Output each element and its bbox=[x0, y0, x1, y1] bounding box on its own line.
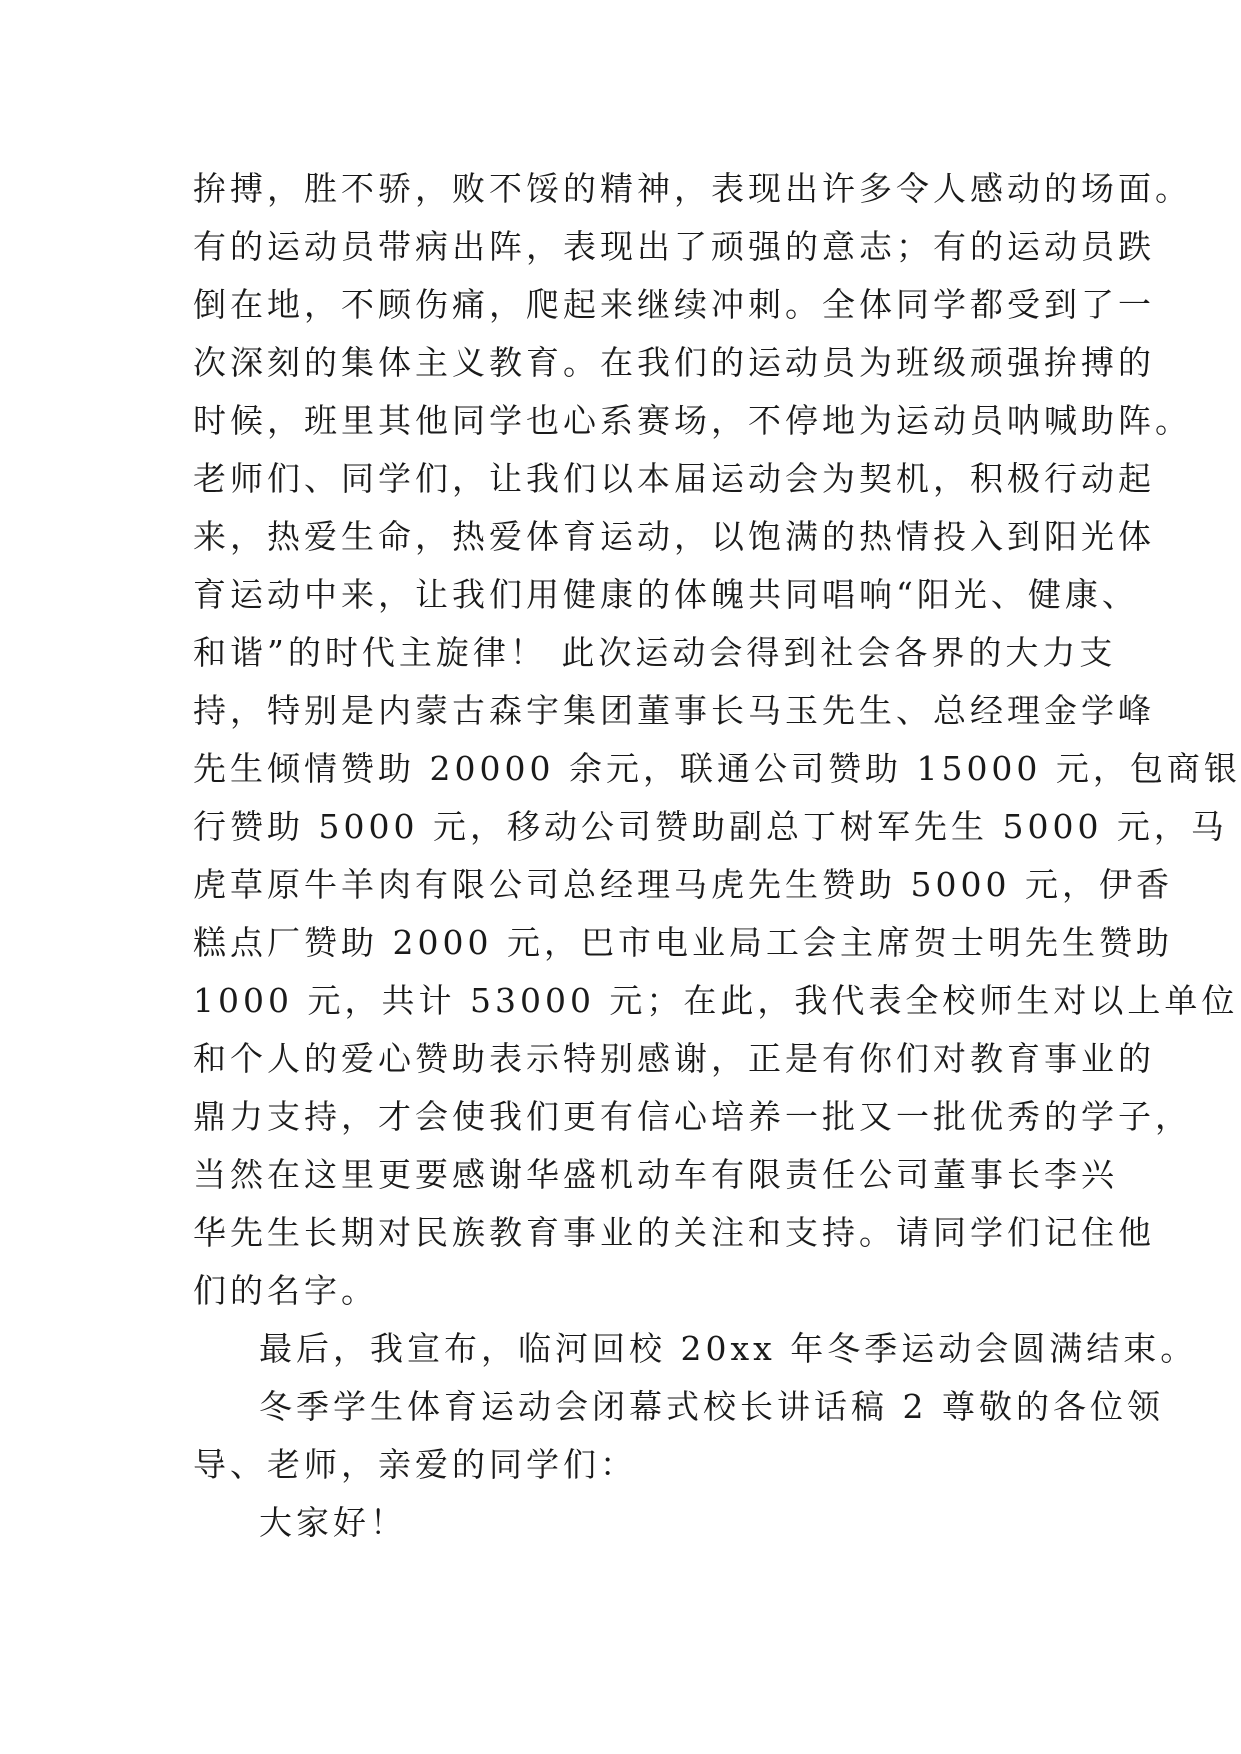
text-line: 1000 元，共计 53000 元；在此，我代表全校师生对以上单位 bbox=[193, 981, 1239, 1020]
text-line: 当然在这里更要感谢华盛机动车有限责任公司董事长李兴 bbox=[193, 1155, 1118, 1194]
text-line: 华先生长期对民族教育事业的关注和支持。请同学们记住他 bbox=[193, 1213, 1155, 1252]
text-line: 先生倾情赞助 20000 余元，联通公司赞助 15000 元，包商银 bbox=[193, 749, 1241, 788]
text-line: 来，热爱生命，热爱体育运动，以饱满的热情投入到阳光体 bbox=[193, 517, 1155, 556]
text-line: 育运动中来，让我们用健康的体魄共同唱响“阳光、健康、 bbox=[193, 575, 1139, 614]
text-line: 大家好！ bbox=[259, 1503, 407, 1542]
text-line: 鼎力支持，才会使我们更有信心培养一批又一批优秀的学子， bbox=[193, 1097, 1192, 1136]
text-line: 冬季学生体育运动会闭幕式校长讲话稿 2 尊敬的各位领 bbox=[259, 1387, 1164, 1426]
text-line: 糕点厂赞助 2000 元，巴市电业局工会主席贺士明先生赞助 bbox=[193, 923, 1173, 962]
text-line: 倒在地，不顾伤痛，爬起来继续冲刺。全体同学都受到了一 bbox=[193, 285, 1155, 324]
text-line: 次深刻的集体主义教育。在我们的运动员为班级顽强拚搏的 bbox=[193, 343, 1155, 382]
text-line: 们的名字。 bbox=[193, 1271, 378, 1310]
text-line: 最后，我宣布，临河回校 20xx 年冬季运动会圆满结束。 bbox=[259, 1329, 1198, 1368]
text-line: 行赞助 5000 元，移动公司赞助副总丁树军先生 5000 元，马 bbox=[193, 807, 1228, 846]
text-line: 导、老师，亲爱的同学们： bbox=[193, 1445, 637, 1484]
text-line: 持，特别是内蒙古森宇集团董事长马玉先生、总经理金学峰 bbox=[193, 691, 1155, 730]
text-line: 和谐”的时代主旋律！ 此次运动会得到社会各界的大力支 bbox=[193, 633, 1117, 672]
text-line: 拚搏，胜不骄，败不馁的精神，表现出许多令人感动的场面。 bbox=[193, 169, 1192, 208]
text-line: 时候，班里其他同学也心系赛场，不停地为运动员呐喊助阵。 bbox=[193, 401, 1192, 440]
text-line: 老师们、同学们，让我们以本届运动会为契机，积极行动起 bbox=[193, 459, 1155, 498]
text-line: 和个人的爱心赞助表示特别感谢，正是有你们对教育事业的 bbox=[193, 1039, 1155, 1078]
text-line: 虎草原牛羊肉有限公司总经理马虎先生赞助 5000 元，伊香 bbox=[193, 865, 1173, 904]
text-line: 有的运动员带病出阵，表现出了顽强的意志；有的运动员跌 bbox=[193, 227, 1155, 266]
document-body bbox=[193, 160, 1241, 1552]
